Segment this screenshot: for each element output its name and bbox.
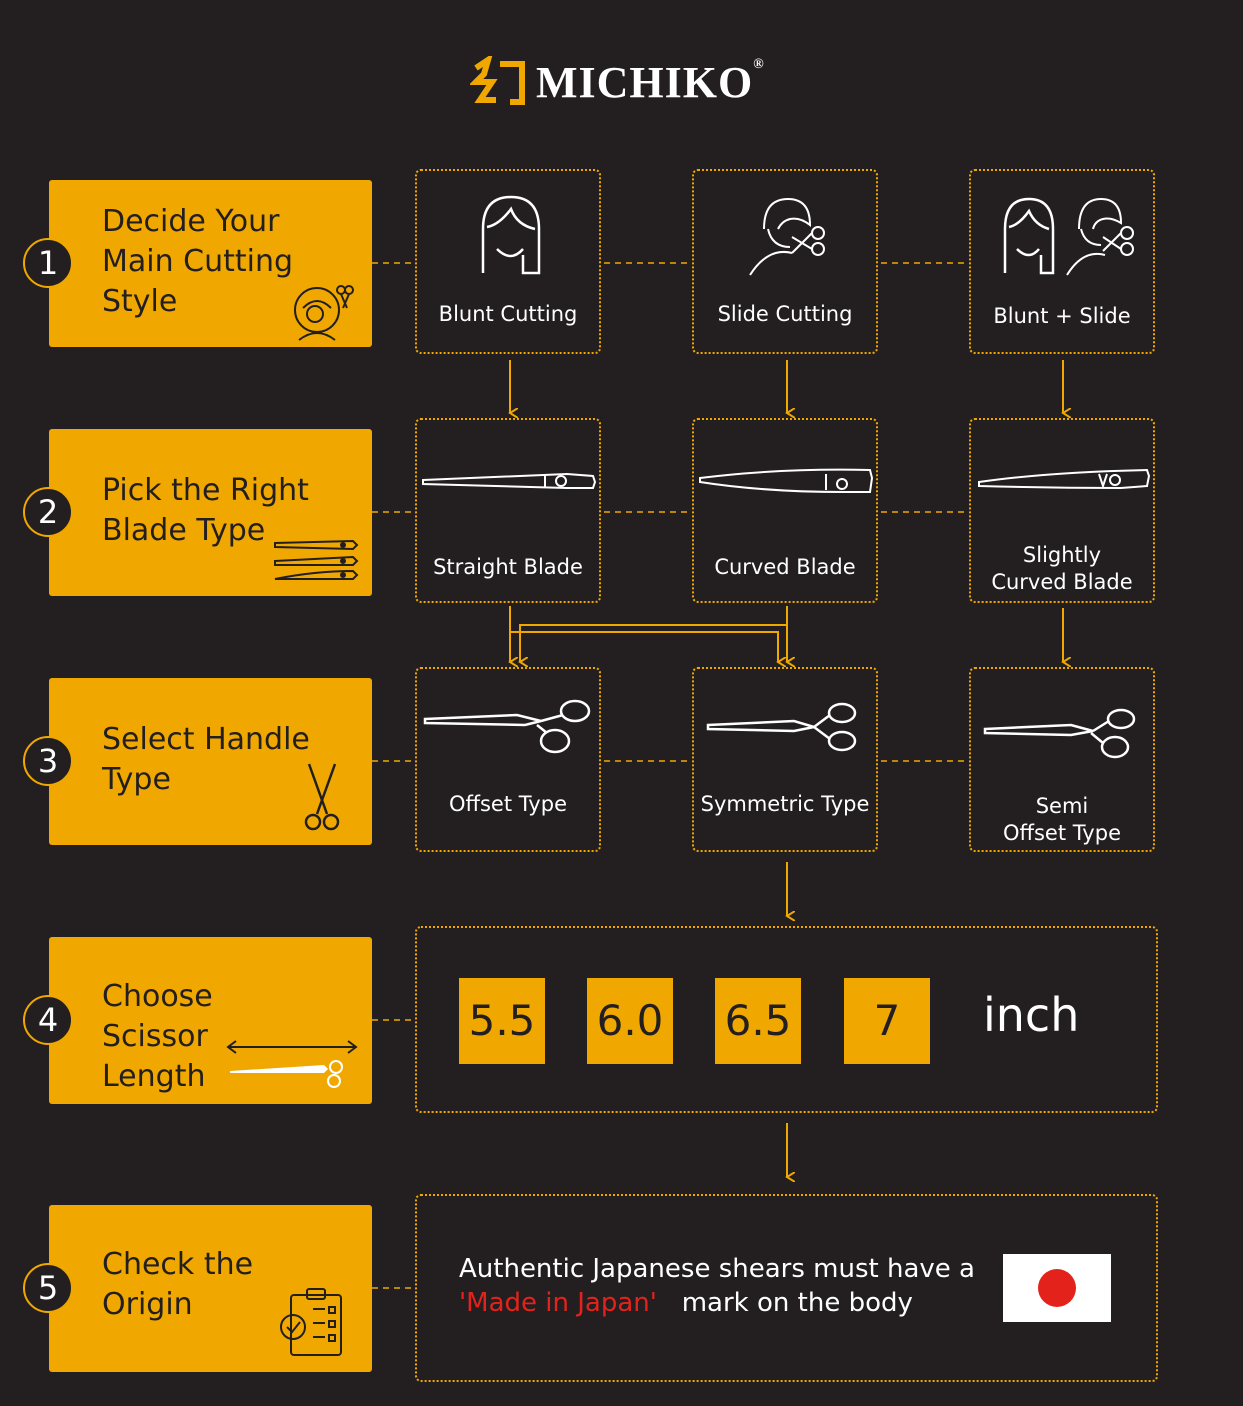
woman-hair-icon bbox=[417, 193, 599, 277]
flag-sun bbox=[1038, 1269, 1076, 1307]
step-number: 4 bbox=[23, 995, 73, 1045]
origin-line-2: mark on the body bbox=[681, 1288, 913, 1318]
option-label: Blunt Cutting bbox=[438, 302, 578, 326]
step-title: Choose Scissor Length bbox=[102, 979, 213, 1094]
step-4-card bbox=[37, 937, 372, 1104]
blades-icon bbox=[271, 535, 361, 585]
option-blunt-slide bbox=[969, 169, 1155, 354]
curved-blade-icon bbox=[694, 464, 876, 500]
option-straight-blade bbox=[415, 418, 601, 603]
made-in-japan-highlight: 'Made in Japan' bbox=[459, 1288, 657, 1318]
step-title: Pick the Right Blade Type bbox=[102, 473, 309, 548]
option-slightly-curved-blade bbox=[969, 418, 1155, 603]
length-unit: inch bbox=[983, 988, 1080, 1042]
woman-hair-icon bbox=[971, 193, 1153, 277]
option-symmetric-type bbox=[692, 667, 878, 852]
step-1-card bbox=[37, 180, 372, 347]
option-label: Slide Cutting bbox=[717, 302, 853, 326]
origin-panel bbox=[415, 1194, 1158, 1382]
offset-scissors-icon bbox=[417, 697, 599, 757]
option-label: Symmetric Type bbox=[700, 792, 870, 816]
origin-text bbox=[459, 1252, 975, 1320]
step-title: Check the Origin bbox=[102, 1247, 254, 1322]
option-label: Semi Offset Type bbox=[1002, 794, 1121, 845]
length-options bbox=[415, 926, 1158, 1113]
step-number: 1 bbox=[23, 238, 73, 288]
option-label: Offset Type bbox=[448, 792, 567, 816]
step-3-card bbox=[37, 678, 372, 845]
brand-name: MICHIKO bbox=[536, 57, 754, 107]
option-offset-type bbox=[415, 667, 601, 852]
semi-offset-scissors-icon bbox=[971, 705, 1153, 761]
checklist-icon bbox=[277, 1287, 347, 1359]
option-label: Slightly Curved Blade bbox=[991, 543, 1133, 594]
stylist-scissors-icon bbox=[694, 193, 876, 277]
option-label: Curved Blade bbox=[714, 555, 856, 579]
option-label: Straight Blade bbox=[433, 555, 583, 579]
step-5-card bbox=[37, 1205, 372, 1372]
scissors-icon bbox=[297, 762, 347, 832]
step-title: Decide Your Main Cutting Style bbox=[102, 204, 294, 319]
step-number: 2 bbox=[23, 487, 73, 537]
step-title: Select Handle Type bbox=[102, 722, 310, 797]
stylist-icon bbox=[289, 278, 359, 342]
step-number: 3 bbox=[23, 736, 73, 786]
option-curved-blade bbox=[692, 418, 878, 603]
option-semi-offset-type bbox=[969, 667, 1155, 852]
length-option: 6.5 bbox=[715, 978, 801, 1064]
straight-blade-icon bbox=[417, 466, 599, 496]
length-icon bbox=[224, 1037, 364, 1097]
option-blunt-cutting bbox=[415, 169, 601, 354]
length-option: 6.0 bbox=[587, 978, 673, 1064]
curved-blade-icon bbox=[971, 464, 1153, 500]
option-slide-cutting bbox=[692, 169, 878, 354]
symmetric-scissors-icon bbox=[694, 701, 876, 757]
origin-line-1: Authentic Japanese shears must have a bbox=[459, 1254, 975, 1284]
step-number: 5 bbox=[23, 1263, 73, 1313]
length-option: 7 bbox=[844, 978, 930, 1064]
registered-mark: ® bbox=[753, 56, 765, 72]
option-label: Blunt + Slide bbox=[993, 304, 1131, 328]
step-2-card bbox=[37, 429, 372, 596]
length-option: 5.5 bbox=[459, 978, 545, 1064]
japan-flag-icon bbox=[1003, 1254, 1111, 1322]
